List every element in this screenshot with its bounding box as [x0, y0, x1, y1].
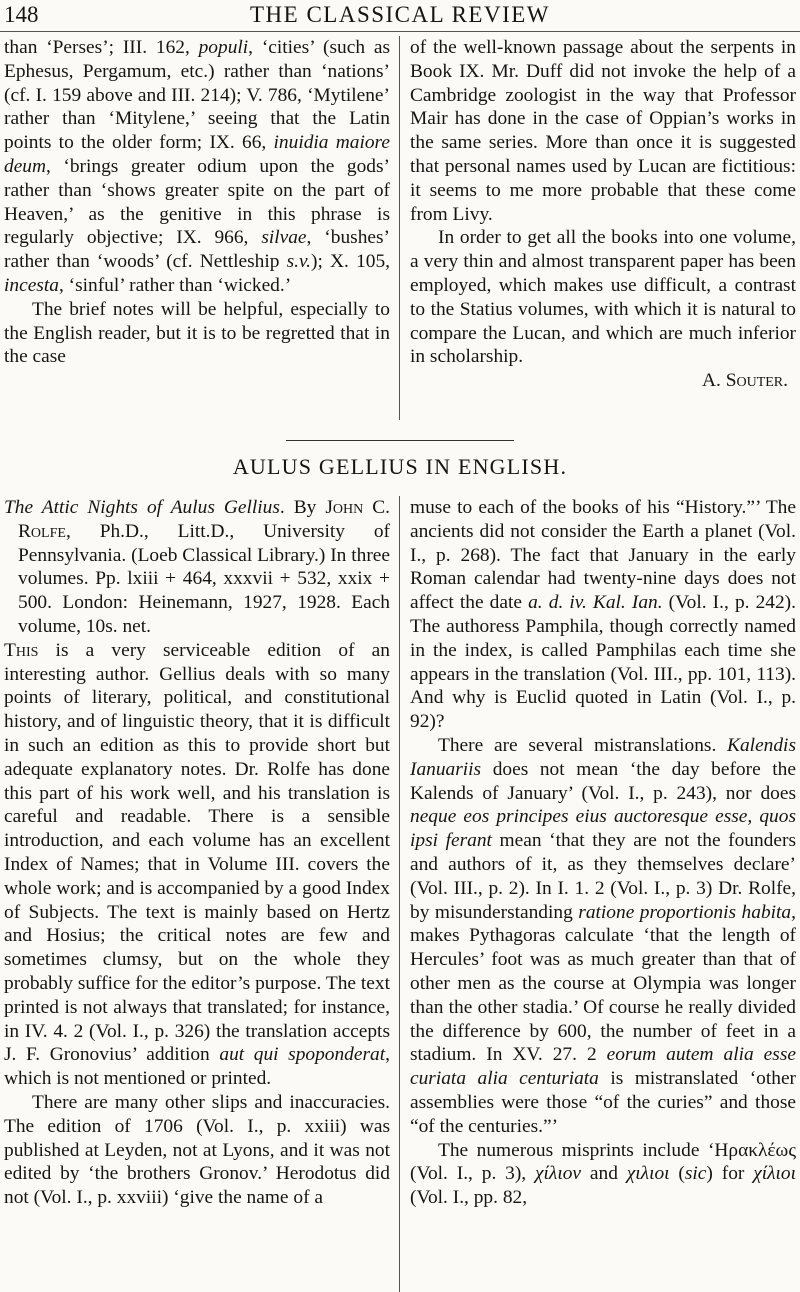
section-title: AULUS GELLIUS IN ENGLISH. [232, 454, 568, 479]
review1-right-paragraph-2: In order to get all the books into one volume, a very thin and almost transparent paper has been employed, which makes use difficult, a contrast to the Statius volumes, with which it is natural to compare the Lucan, and which are much inferior in scholarship. [410, 227, 796, 368]
text-run: (Vol. I., pp. 82, [410, 1187, 528, 1209]
italic-run: incesta [4, 274, 59, 296]
column-rule-2 [399, 496, 400, 1292]
text-run: , ‘sinful’ rather than ‘wicked.’ [58, 274, 292, 296]
italic-run: χίλιοι [753, 1163, 796, 1185]
review2-left-paragraph-1 [4, 639, 390, 1091]
journal-title: THE CLASSICAL REVIEW [249, 2, 550, 27]
text-run: does not mean ‘the day before the Kalends of January’ (Vol. I., p. 243), nor does [410, 758, 796, 804]
book-reference [4, 496, 390, 639]
text-run: is a very serviceable edition of an interesting author. Gellius deals with so many points of literary, political, and constitutional history, and of linguistic theory, that it is difficult in such an edition as this to provide short but adequate explanatory notes. Dr. Rolfe has done this part of his work well, and his translation is careful and readable. There is a sensible introduction, and each volume has an excellent Index of Names; that in Volume III. covers the whole work; and is accompanied by a good Index of Subjects. The text is mainly based on Hertz and Hosius; the critical notes are few and sometimes clumsy, but on the whole they probably suffice for the editor’s purpose. The text printed is not always that translated; for instance, in IV. 4. 2 (Vol. I., p. 326) the translation accepts J. F. Gronovius’ addition [4, 639, 390, 1066]
italic-run: χίλιον [535, 1163, 582, 1185]
review1-left-column [4, 36, 390, 369]
review2-left-paragraph-2: There are many other slips and inaccuracies. The edition of 1706 (Vol. I., p. xxiii) was published at Leyden, not at Lyons, and it was not edited by ‘the brothers Gronov.’ Herodotus did not (Vol. I., p. xxviii) ‘give the name of a [4, 1091, 390, 1209]
review1-right-paragraph-1: of the well-known passage about the serpents in Book IX. Mr. Duff did not invoke the help of a Cambridge zoologist in the way that Professor Mair has done in the case of Oppian’s works in the same series. More than once it is suggested that personal names used by Lucan are fictitious: it seems to me more probable that these come from Livy. [410, 37, 796, 225]
italic-run: silvae [261, 227, 307, 249]
italic-run: s.v. [286, 251, 312, 273]
italic-run: aut qui spoponderat [219, 1044, 386, 1066]
text-run: is mistranslated ‘other assemblies were those “of the curies” and those “of the centuries.”’ [410, 1068, 797, 1137]
text-run: , Ph.D., Litt.D., University of Pennsylvania. (Loeb Classical Library.) In three volumes. Pp. lxiii + 464, xxxvii + 532, xxix + 500. London: Heinemann, 1927, 1928. Each volume, 10s. net. [18, 520, 390, 637]
italic-run: inuidia maiore deum [4, 132, 390, 177]
text-run: There are several mistranslations. [438, 734, 728, 756]
text-run: , ‘cities’ (such as Ephesus, Pergamum, etc.) rather than ‘nations’ (cf. I. 159 above and III. 214); V. 786, ‘Mytilene’ rather than ‘Mitylene,’ seeing that the Latin points to the older form; IX. 66, [4, 37, 390, 154]
text-run: ); X. 105, [311, 251, 391, 273]
text-run: The numerous misprints include ‘Ηρακλέως (Vol. I., p. 3), [410, 1139, 796, 1185]
italic-run: a. d. iv. Kal. Ian. [528, 592, 663, 614]
review2-right-column [410, 496, 796, 1210]
italic-run: neque eos principes eius auctoresque esse, quos ipsi ferant [410, 806, 796, 852]
italic-run: eorum autem alia esse curiata alia centuriata [410, 1044, 796, 1090]
italic-run: Kalendis Ianuariis [410, 734, 796, 780]
reviewer-signature: A. Souter. [702, 370, 788, 392]
column-rule-1 [399, 36, 400, 420]
text-run: , ‘bushes’ rather than ‘woods’ (cf. Nettleship [4, 227, 390, 273]
text-run: ) for [706, 1163, 754, 1185]
italic-run: χιλιοι [626, 1163, 670, 1185]
review1-right-column [410, 36, 796, 393]
text-run: and [581, 1163, 627, 1185]
review2-right-paragraph-2 [410, 734, 796, 1139]
italic-run: The Attic Nights of Aulus Gellius [4, 497, 280, 518]
italic-run: sic [684, 1163, 707, 1185]
review1-left-paragraph-2: The brief notes will be helpful, especially to the English reader, but it is to be regretted that in the case [4, 298, 390, 368]
text-run: mean ‘that they are not the founders and authors of it, as they themselves declare’ (Vol. III., p. 2). In I. 1. 2 (Vol. I., p. 3) Dr. Rolfe, by misunderstanding [410, 830, 796, 923]
italic-run: populi [198, 37, 249, 58]
page-number: 148 [4, 2, 39, 27]
small-caps-run: This [4, 639, 39, 661]
running-header [0, 0, 800, 34]
text-run: (Vol. I., p. 242). The authoress Pamphila, though correctly named in the index, is called Pamphilas each time she appears in the translation (Vol. III., pp. 101, 113). And why is Euclid quoted in Latin (Vol. I., p. 92)? [410, 592, 796, 733]
review1-left-paragraph-1 [4, 36, 390, 298]
section-divider [286, 440, 514, 441]
text-run: , which is not mentioned or printed. [4, 1044, 390, 1090]
text-run: ( [669, 1163, 685, 1185]
text-run: muse to each of the books of his “History.”’ The ancients did not consider the Earth a planet (Vol. I., p. 268). The fact that January in the early Roman calendar had twenty-nine days does not affect the date [410, 497, 796, 614]
header-rule [0, 31, 800, 32]
review2-right-paragraph-1 [410, 496, 796, 734]
text-run: , makes Pythagoras calculate ‘that the length of Hercules’ foot was as much greater than that of other men as the course at Olympia was longer than the other stadia.’ Of course he really divided the difference by 600, the number of feet in a stadium. In XV. 27. 2 [410, 901, 796, 1066]
small-caps-run: John C. Rolfe [18, 497, 390, 542]
review2-left-column [4, 496, 390, 1210]
italic-run: ratione proportionis habita [578, 901, 792, 923]
review2-right-paragraph-3 [410, 1139, 796, 1210]
text-run: . By [279, 497, 326, 518]
text-run: than ‘Perses’; III. 162, [4, 37, 199, 58]
text-run: , ‘brings greater odium upon the gods’ rather than ‘shows greater spite on the part of Heaven,’ as the genitive in this phrase is regularly objective; IX. 966, [4, 155, 390, 249]
